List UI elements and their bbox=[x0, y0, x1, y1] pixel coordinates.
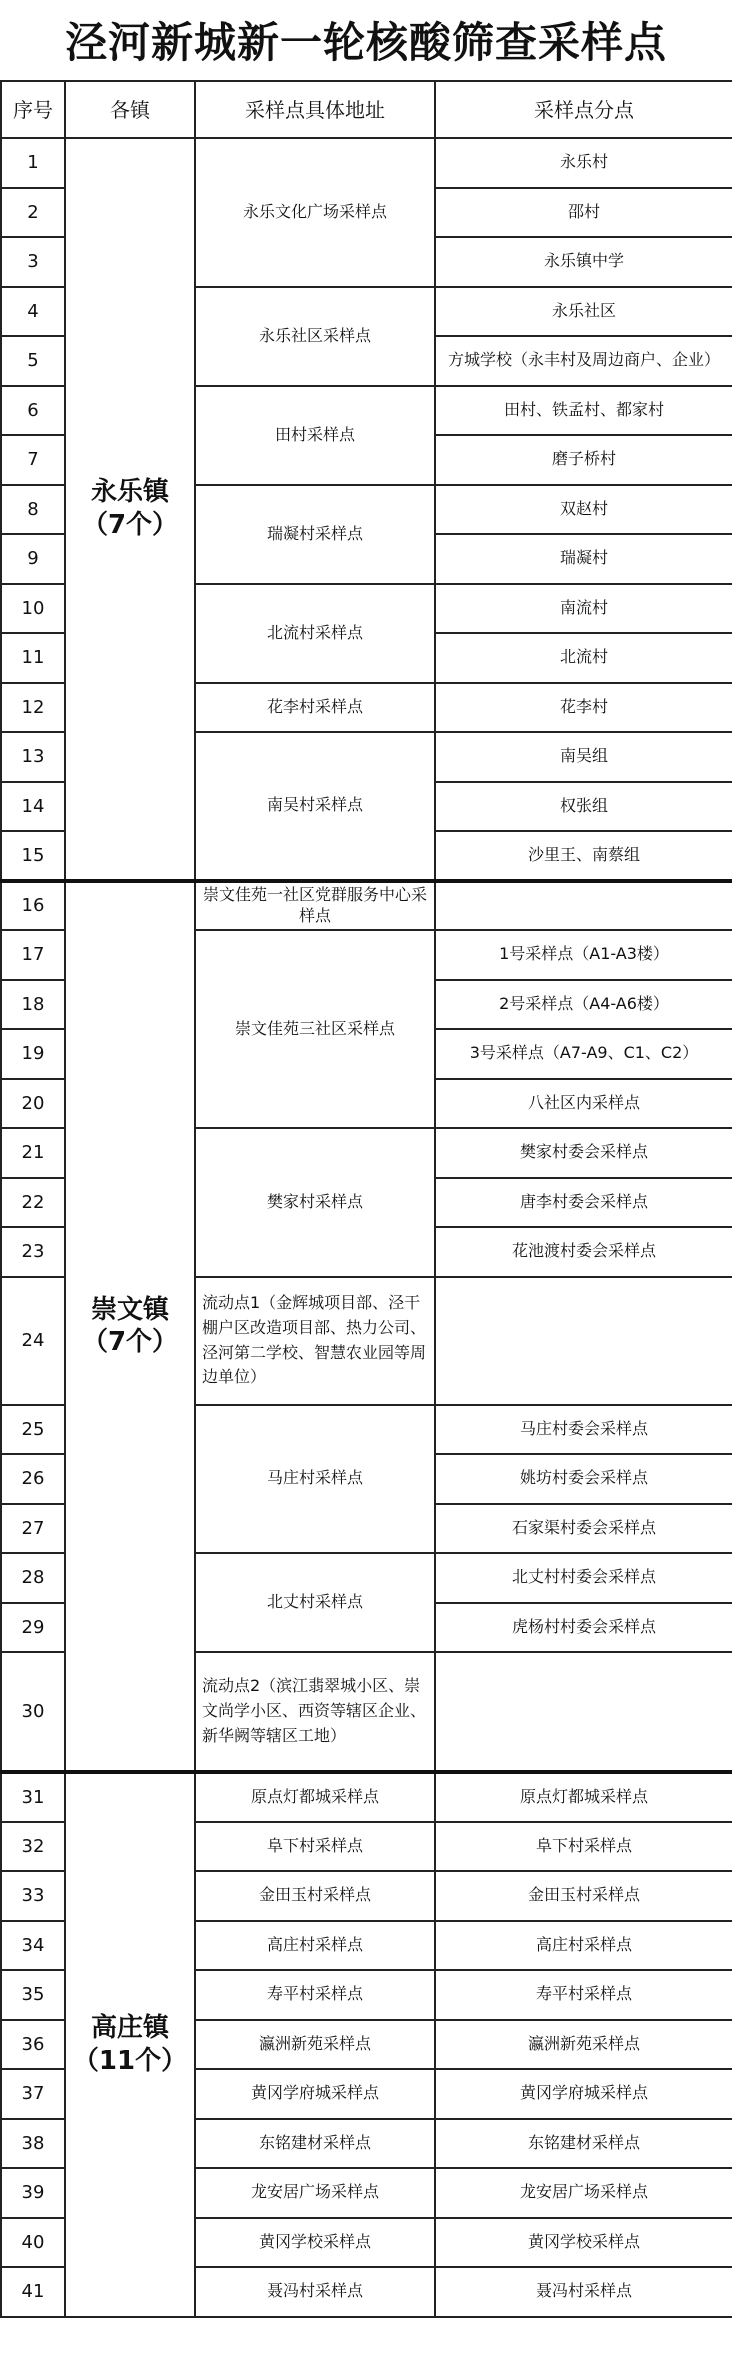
sub-point: 原点灯都城采样点 bbox=[435, 1772, 732, 1822]
site-address: 崇文佳苑三社区采样点 bbox=[195, 930, 435, 1128]
sub-point: 八社区内采样点 bbox=[435, 1079, 732, 1129]
site-address: 黄冈学校采样点 bbox=[195, 2218, 435, 2268]
sub-point: 3号采样点（A7-A9、C1、C2） bbox=[435, 1029, 732, 1079]
site-address: 阜下村采样点 bbox=[195, 1822, 435, 1872]
site-address: 聂冯村采样点 bbox=[195, 2267, 435, 2317]
row-index: 4 bbox=[1, 287, 65, 337]
town-cell bbox=[65, 1772, 195, 2317]
site-address: 高庄村采样点 bbox=[195, 1921, 435, 1971]
sub-point: 永乐村 bbox=[435, 138, 732, 188]
site-address: 瑞凝村采样点 bbox=[195, 485, 435, 584]
site-address: 原点灯都城采样点 bbox=[195, 1772, 435, 1822]
row-index: 21 bbox=[1, 1128, 65, 1178]
sub-point bbox=[435, 1652, 732, 1772]
row-index: 33 bbox=[1, 1871, 65, 1921]
sub-point: 方城学校（永丰村及周边商户、企业） bbox=[435, 336, 732, 386]
table-row bbox=[1, 1772, 732, 1822]
sub-point: 聂冯村采样点 bbox=[435, 2267, 732, 2317]
town-count: （11个） bbox=[72, 2045, 188, 2076]
sub-point: 东铭建材采样点 bbox=[435, 2119, 732, 2169]
sub-point: 1号采样点（A1-A3楼） bbox=[435, 930, 732, 980]
town-cell bbox=[65, 138, 195, 881]
row-index: 39 bbox=[1, 2168, 65, 2218]
site-address: 黄冈学府城采样点 bbox=[195, 2069, 435, 2119]
sub-point: 姚坊村委会采样点 bbox=[435, 1454, 732, 1504]
sub-point: 永乐镇中学 bbox=[435, 237, 732, 287]
site-address: 龙安居广场采样点 bbox=[195, 2168, 435, 2218]
sub-point: 双赵村 bbox=[435, 485, 732, 535]
header-point: 采样点分点 bbox=[435, 81, 732, 138]
sub-point: 花李村 bbox=[435, 683, 732, 733]
row-index: 12 bbox=[1, 683, 65, 733]
sub-point: 樊家村委会采样点 bbox=[435, 1128, 732, 1178]
town-cell bbox=[65, 881, 195, 1773]
table-row bbox=[1, 138, 732, 188]
site-address: 崇文佳苑一社区党群服务中心采样点 bbox=[195, 881, 435, 931]
page-title: 泾河新城新一轮核酸筛查采样点 bbox=[64, 18, 667, 67]
sampling-table bbox=[0, 80, 732, 2318]
row-index: 11 bbox=[1, 633, 65, 683]
site-address: 田村采样点 bbox=[195, 386, 435, 485]
sub-point: 瑞凝村 bbox=[435, 534, 732, 584]
site-address: 流动点2（滨江翡翠城小区、崇文尚学小区、西资等辖区企业、新华阙等辖区工地） bbox=[195, 1652, 435, 1772]
sub-point: 永乐社区 bbox=[435, 287, 732, 337]
header-town: 各镇 bbox=[65, 81, 195, 138]
site-address: 瀛洲新苑采样点 bbox=[195, 2020, 435, 2070]
row-index: 8 bbox=[1, 485, 65, 535]
town-name: 崇文镇 bbox=[90, 1294, 169, 1325]
sub-point: 瀛洲新苑采样点 bbox=[435, 2020, 732, 2070]
sub-point: 田村、铁孟村、都家村 bbox=[435, 386, 732, 436]
row-index: 40 bbox=[1, 2218, 65, 2268]
town-name: 高庄镇 bbox=[90, 2013, 169, 2044]
row-index: 19 bbox=[1, 1029, 65, 1079]
row-index: 15 bbox=[1, 831, 65, 881]
row-index: 16 bbox=[1, 881, 65, 931]
row-index: 18 bbox=[1, 980, 65, 1030]
sub-point: 高庄村采样点 bbox=[435, 1921, 732, 1971]
row-index: 20 bbox=[1, 1079, 65, 1129]
site-address: 东铭建材采样点 bbox=[195, 2119, 435, 2169]
row-index: 22 bbox=[1, 1178, 65, 1228]
town-count: （7个） bbox=[81, 1327, 179, 1358]
header-index: 序号 bbox=[1, 81, 65, 138]
site-address: 流动点1（金辉城项目部、泾干棚户区改造项目部、热力公司、泾河第二学校、智慧农业园等周边单位） bbox=[195, 1277, 435, 1405]
sub-point bbox=[435, 881, 732, 931]
sub-point: 寿平村采样点 bbox=[435, 1970, 732, 2020]
sub-point: 金田玉村采样点 bbox=[435, 1871, 732, 1921]
row-index: 37 bbox=[1, 2069, 65, 2119]
row-index: 34 bbox=[1, 1921, 65, 1971]
sub-point: 2号采样点（A4-A6楼） bbox=[435, 980, 732, 1030]
row-index: 41 bbox=[1, 2267, 65, 2317]
table-row bbox=[1, 881, 732, 931]
row-index: 14 bbox=[1, 782, 65, 832]
site-address: 北丈村采样点 bbox=[195, 1553, 435, 1652]
sub-point: 花池渡村委会采样点 bbox=[435, 1227, 732, 1277]
sub-point: 磨子桥村 bbox=[435, 435, 732, 485]
row-index: 1 bbox=[1, 138, 65, 188]
row-index: 29 bbox=[1, 1603, 65, 1653]
row-index: 28 bbox=[1, 1553, 65, 1603]
row-index: 35 bbox=[1, 1970, 65, 2020]
header-site: 采样点具体地址 bbox=[195, 81, 435, 138]
site-address: 樊家村采样点 bbox=[195, 1128, 435, 1277]
row-index: 30 bbox=[1, 1652, 65, 1772]
sub-point: 虎杨村村委会采样点 bbox=[435, 1603, 732, 1653]
site-address: 北流村采样点 bbox=[195, 584, 435, 683]
site-address: 马庄村采样点 bbox=[195, 1405, 435, 1554]
site-address: 永乐社区采样点 bbox=[195, 287, 435, 386]
row-index: 6 bbox=[1, 386, 65, 436]
row-index: 23 bbox=[1, 1227, 65, 1277]
row-index: 9 bbox=[1, 534, 65, 584]
row-index: 31 bbox=[1, 1772, 65, 1822]
row-index: 10 bbox=[1, 584, 65, 634]
header-row bbox=[1, 81, 732, 138]
row-index: 2 bbox=[1, 188, 65, 238]
row-index: 24 bbox=[1, 1277, 65, 1405]
row-index: 17 bbox=[1, 930, 65, 980]
row-index: 36 bbox=[1, 2020, 65, 2070]
town-count: （7个） bbox=[81, 509, 179, 540]
sub-point: 黄冈学府城采样点 bbox=[435, 2069, 732, 2119]
sub-point: 沙里王、南蔡组 bbox=[435, 831, 732, 881]
row-index: 25 bbox=[1, 1405, 65, 1455]
row-index: 7 bbox=[1, 435, 65, 485]
sub-point: 阜下村采样点 bbox=[435, 1822, 732, 1872]
sub-point: 邵村 bbox=[435, 188, 732, 238]
row-index: 27 bbox=[1, 1504, 65, 1554]
sub-point: 石家渠村委会采样点 bbox=[435, 1504, 732, 1554]
site-address: 永乐文化广场采样点 bbox=[195, 138, 435, 287]
row-index: 13 bbox=[1, 732, 65, 782]
row-index: 38 bbox=[1, 2119, 65, 2169]
sub-point bbox=[435, 1277, 732, 1405]
site-address: 金田玉村采样点 bbox=[195, 1871, 435, 1921]
sub-point: 唐李村委会采样点 bbox=[435, 1178, 732, 1228]
sub-point: 北丈村村委会采样点 bbox=[435, 1553, 732, 1603]
row-index: 3 bbox=[1, 237, 65, 287]
row-index: 32 bbox=[1, 1822, 65, 1872]
site-address: 南吴村采样点 bbox=[195, 732, 435, 881]
sub-point: 北流村 bbox=[435, 633, 732, 683]
site-address: 寿平村采样点 bbox=[195, 1970, 435, 2020]
sub-point: 权张组 bbox=[435, 782, 732, 832]
town-name: 永乐镇 bbox=[90, 477, 169, 508]
row-index: 26 bbox=[1, 1454, 65, 1504]
sub-point: 南吴组 bbox=[435, 732, 732, 782]
sub-point: 南流村 bbox=[435, 584, 732, 634]
sub-point: 龙安居广场采样点 bbox=[435, 2168, 732, 2218]
row-index: 5 bbox=[1, 336, 65, 386]
site-address: 花李村采样点 bbox=[195, 683, 435, 733]
sub-point: 马庄村委会采样点 bbox=[435, 1405, 732, 1455]
sub-point: 黄冈学校采样点 bbox=[435, 2218, 732, 2268]
